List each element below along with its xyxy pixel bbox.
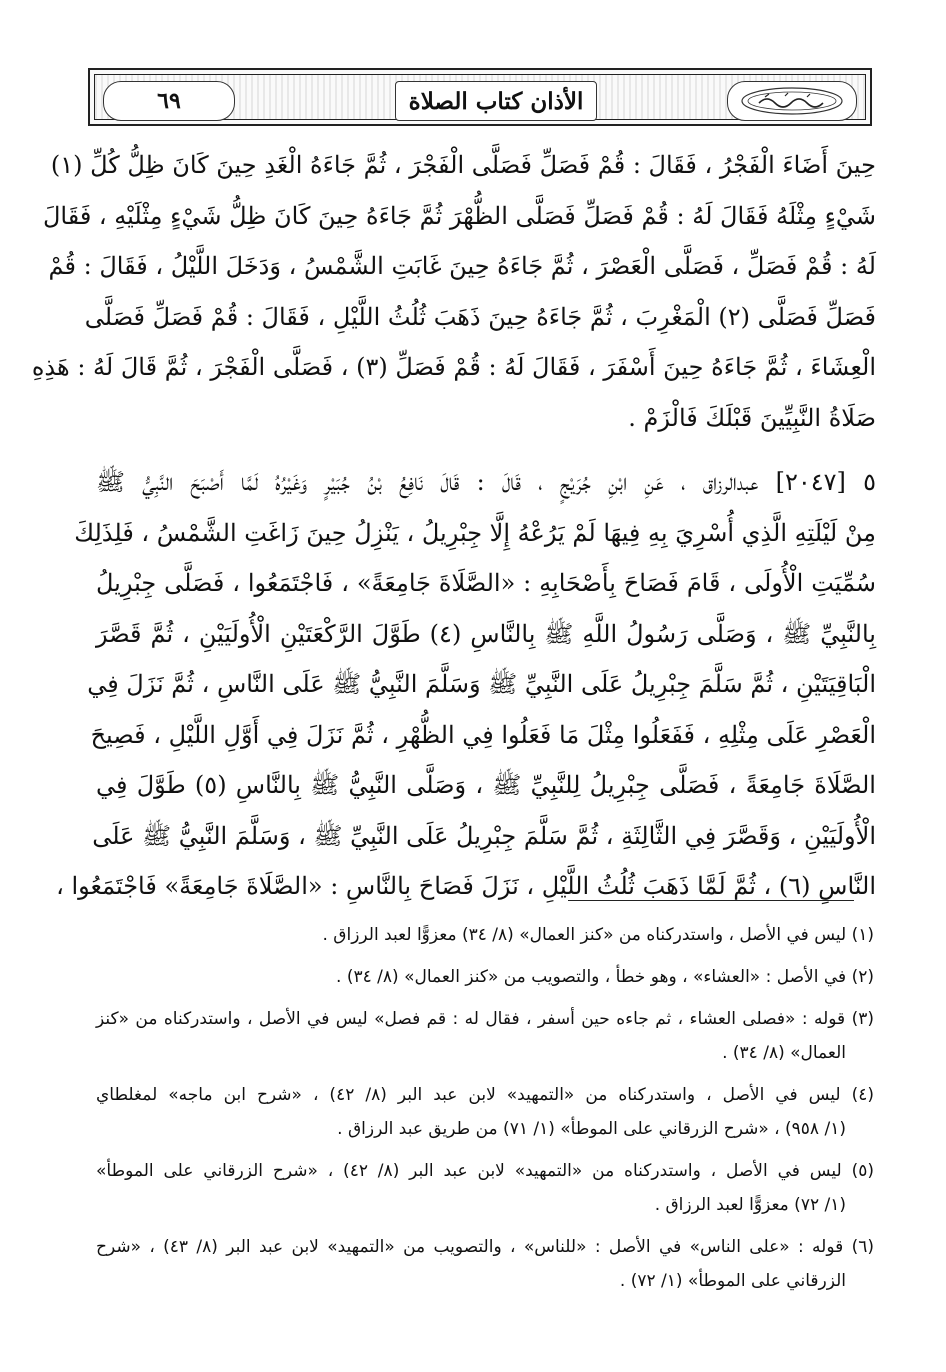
footnotes — [96, 918, 874, 1306]
running-title-text: الأذان كتاب الصلاة — [408, 87, 584, 115]
hadith-line: سُمِّيَتِ الْأُولَى ، قَامَ فَصَاحَ بِأَصْحَابِهِ : «الصَّلَاةَ جَامِعَةً» ، فَاجْتَمَعُوا ، فَصَلَّى جِبْرِيلُ — [96, 569, 876, 597]
page-number-text: ٦٩ — [157, 88, 181, 114]
footnote-line: (١/ ٩٥٨) ، «شرح الزرقاني على الموطأ» (١/ ٧١) من طريق عبد الرزاق . — [337, 1119, 846, 1139]
footnote-line: (٥) ليس في الأصل ، واستدركناه من «التمهيد» لابن عبد البر (٨/ ٤٢) ، «شرح الزرقاني على الموطأ» — [96, 1161, 874, 1181]
footnote — [96, 918, 874, 952]
text-line: الْعِشَاءَ ، ثُمَّ جَاءَهُ حِينَ أَسْفَرَ ، فَقَالَ لَهُ : قُمْ فَصَلِّ (٣) ، فَصَلَّى الْفَجْرَ ، ثُمَّ قَالَ لَهُ : هَذِهِ — [31, 353, 876, 381]
footnote-line: (٦) قوله : «على الناس» في الأصل : «للناس» ، والتصويب من «التمهيد» لابن عبد البر (٨/ ٤٣) ، «شرح — [96, 1237, 874, 1257]
text-line: شَيْءٍ مِثْلَهُ فَقَالَ لَهُ : قُمْ فَصَلِّ فَصَلَّى الظُّهْرَ ثُمَّ جَاءَهُ حِينَ كَانَ ظِلُّ شَيْءٍ مِثْلَيْهِ ، فَقَالَ — [42, 201, 876, 230]
hadith-line: الْبَاقِيَتَيْنِ ، ثُمَّ سَلَّمَ جِبْرِيلُ عَلَى النَّبِيِّ ﷺ وَسَلَّمَ النَّبِيُّ ﷺ عَلَى النَّاسِ ، ثُمَّ نَزَلَ فِي — [87, 670, 876, 698]
footnote-line: (٣) قوله : «فصلى العشاء ، ثم جاءه حين أسفر ، فقال له : قم فصل» ليس في الأصل ، واستدركناه من «كنز — [96, 1009, 874, 1029]
hadith-line: النَّاسِ (٦) ، ثُمَّ لَمَّا ذَهَبَ ثُلُثُ اللَّيْلِ ، نَزَلَ فَصَاحَ بِالنَّاسِ : «الصَّلَاةَ جَامِعَةً» فَاجْتَمَعُوا ، — [56, 872, 876, 900]
hadith-line: الصَّلَاةَ جَامِعَةً ، فَصَلَّى جِبْرِيلُ لِلنَّبِيِّ ﷺ ، وَصَلَّى النَّبِيُّ ﷺ بِالنَّاسِ (٥) طَوَّلَ فِي — [96, 771, 876, 799]
footnote — [96, 1078, 874, 1146]
footnote-divider — [568, 900, 854, 901]
footnote-line: (١/ ٧٢) معزوًّا لعبد الرزاق . — [654, 1195, 846, 1215]
footnote-line: العمال» (٨/ ٣٤) . — [722, 1043, 846, 1063]
page-header — [88, 68, 872, 126]
footnote-line: (٢) في الأصل : «العشاء» ، وهو خطأ ، والتصويب من «كنز العمال» (٨/ ٣٤) . — [336, 967, 874, 987]
footnote — [96, 1002, 874, 1070]
page-number — [103, 81, 235, 121]
book-logo — [727, 81, 857, 121]
hadith-line: الْأُولَيَيْنِ ، وَقَصَّرَ فِي الثَّالِثَةِ ، ثُمَّ سَلَّمَ جِبْرِيلُ عَلَى النَّبِيِّ ﷺ ، وَسَلَّمَ النَّبِيُّ ﷺ عَلَى — [92, 821, 876, 850]
hadith-line: بِالنَّبِيِّ ﷺ ، وَصَلَّى رَسُولُ اللَّهِ ﷺ بِالنَّاسِ (٤) طَوَّلَ الرَّكْعَتَيْنِ الْأُولَيَيْنِ ، ثُمَّ قَصَّرَ — [96, 619, 876, 648]
text-line: حِينَ أَضَاءَ الْفَجْرُ ، فَقَالَ : قُمْ فَصَلِّ فَصَلَّى الْفَجْرَ ، ثُمَّ جَاءَهُ الْغَدِ حِينَ كَانَ ظِلُّ كُلِّ (١) — [50, 151, 876, 179]
footnote-line: الزرقاني على الموطأ» (١/ ٧٢) . — [619, 1271, 846, 1291]
footnote — [96, 1154, 874, 1222]
hadith-line: الْعَصْرِ عَلَى مِثْلِهِ ، فَفَعَلُوا مِثْلَ مَا فَعَلُوا فِي الظُّهْرِ ، ثُمَّ نَزَلَ فِي أَوَّلِ اللَّيْلِ ، فَصِيحَ — [90, 720, 876, 749]
text-line: صَلَاةُ النَّبِيِّينَ قَبْلَكَ فَالْزَمْ . — [628, 403, 876, 432]
book-logo-icon — [737, 85, 847, 117]
text-line: فَصَلِّ فَصَلَّى (٢) الْمَغْرِبَ ، ثُمَّ جَاءَهُ حِينَ ذَهَبَ ثُلُثُ اللَّيْلِ ، فَقَالَ : قُمْ فَصَلِّ فَصَلَّى — [84, 302, 876, 331]
footnote-line: (١) ليس في الأصل ، واستدركناه من «كنز العمال» (٨/ ٣٤) معزوًّا لعبد الرزاق . — [322, 925, 874, 945]
footnote — [96, 1230, 874, 1298]
hadith-line: ٥ [٢٠٤٧] عبدالرزاق ، عَنِ ابْنِ جُرَيْجٍ ، قَالَ : قَالَ نَافِعُ بْنُ جُبَيْرٍ وَغَيْرُهُ لَمَّا أَصْبَحَ النَّبِيُّ ﷺ — [96, 468, 876, 496]
text-line: لَهُ : قُمْ فَصَلِّ ، فَصَلَّى الْعَصْرَ ، ثُمَّ جَاءَهُ حِينَ غَابَتِ الشَّمْسُ ، وَدَخَلَ اللَّيْلُ ، فَقَالَ : قُمْ — [48, 252, 876, 280]
footnote-line: (٤) ليس في الأصل ، واستدركناه من «التمهيد» لابن عبد البر (٨/ ٤٢) ، «شرح ابن ماجه» لمغلطاي — [96, 1085, 874, 1105]
running-title — [395, 81, 597, 121]
main-text — [31, 140, 876, 912]
footnote — [96, 960, 874, 994]
header-ornament — [94, 74, 866, 120]
hadith-line: مِنْ لَيْلَتِهِ الَّذِي أُسْرِيَ بِهِ فِيهَا لَمْ يَرُعْهُ إِلَّا جِبْرِيلُ ، يَنْزِلُ حِينَ زَاغَتِ الشَّمْسُ ، فَلِذَلِكَ — [74, 518, 876, 547]
